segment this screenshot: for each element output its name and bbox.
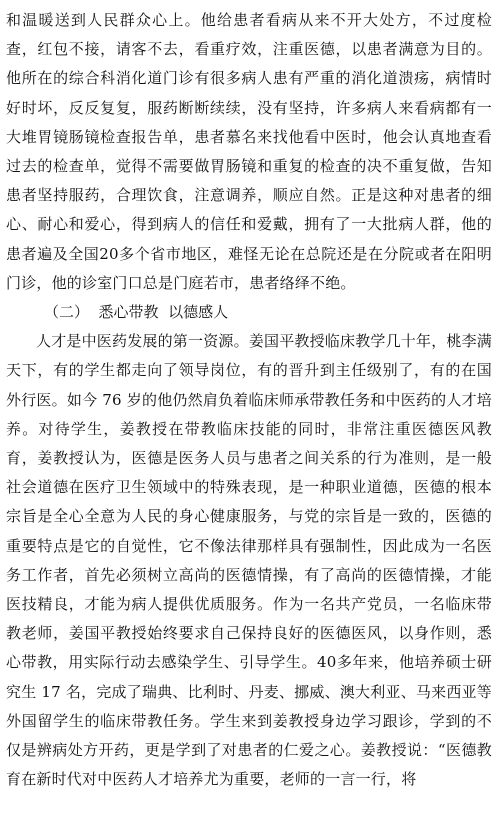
body-paragraph: 人才是中医药发展的第一资源。姜国平教授临床教学几十年，桃李满天下，有的学生都走向了领导岗位，有的晋升到主任级别了，有的在国外行医。如今 76 岁的他仍然肩负着临床师承带教任务和中医药的人才培养。对待学生，姜教授在带教临床技能的同时，非常注重医德医风教育，姜教授认为，医德是医务人员与患者之间关系的行为准则，是一般社会道德在医疗卫生领域中的特殊表现，是一种职业道德，医德的根本宗旨是全心全意为人民的身心健康服务，与党的宗旨是一致的，医德的重要特点是它的自觉性，它不像法律那样具有强制性，因此成为一名医务工作者，首先必须树立高尚的医德情操，有了高尚的医德情操，才能医技精良，才能为病人提供优质服务。作为一名共产党员，一名临床带教老师，姜国平教授始终要求自己保持良好的医德医风，以身作则，悉心带教，用实际行动去感染学生、引导学生。40多年来，他培养硕士研究生 17 名，完成了瑞典、比利时、丹麦、挪威、澳大利亚、马来西亚等外国留学生的临床带教任务。学生来到姜教授身边学习跟诊，学到的不仅是辨病处方开药，更是学到了对患者的仁爱之心。姜教授说：“医德教育在新时代对中医药人才培养尤为重要，老师的一言一行，将 <box>6 332 493 789</box>
section-heading: （二） 悉心带教 以德感人 <box>44 303 229 322</box>
document-page <box>6 6 492 794</box>
body-paragraph: 和温暖送到人民群众心上。他给患者看病从来不开大处方，不过度检查，红包不接，请客不去，看重疗效，注重医德，以患者满意为目的。他所在的综合科消化道门诊有很多病人患有严重的消化道溃疡，病情时好时坏，反反复复，服药断断续续，没有坚持，许多病人来看病都有一大堆胃镜肠镜检查报告单，患者慕名来找他看中医时，他会认真地查看过去的检查单，觉得不需要做胃肠镜和重复的检查的决不重复做，告知患者坚持服药，合理饮食，注意调养，顺应自然。正是这种对患者的细心、耐心和爱心，得到病人的信任和爱戴，拥有了一大批病人群，他的患者遍及全国20多个省市地区，难怪无论在总院还是在分院或者在阳明门诊，他的诊室门口总是门庭若市，患者络绎不绝。 <box>6 11 492 292</box>
